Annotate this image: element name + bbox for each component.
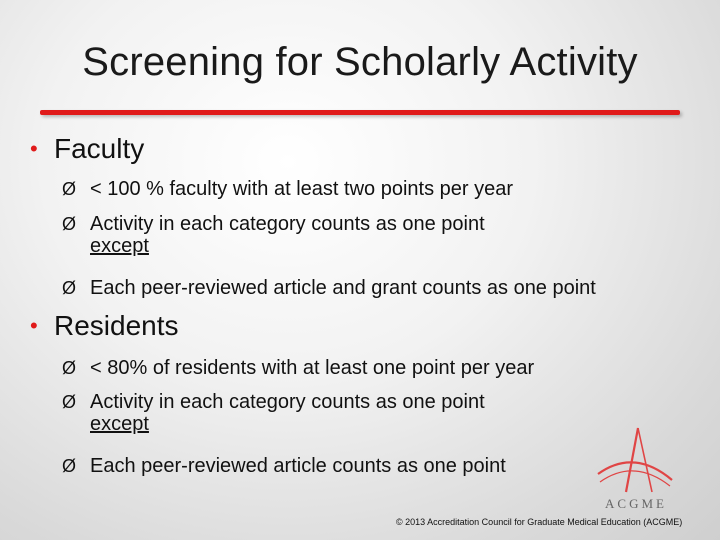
- arrow-bullet-icon: Ø: [62, 179, 77, 199]
- faculty-item-3: [62, 277, 596, 299]
- arrow-bullet-icon: Ø: [62, 456, 77, 476]
- faculty-item-2-except: except: [90, 235, 149, 257]
- acgme-logo-text: ACGME: [605, 496, 667, 511]
- arrow-bullet-icon: Ø: [62, 358, 77, 378]
- faculty-item-2-text: Activity in each category counts as one point: [90, 213, 485, 235]
- residents-heading: Residents: [54, 310, 179, 341]
- residents-item-3-text: Each peer-reviewed article counts as one point: [90, 455, 506, 477]
- bullet-dot-icon: •: [30, 313, 38, 338]
- faculty-heading: Faculty: [54, 133, 145, 164]
- faculty-item-2: [62, 213, 485, 257]
- arrow-bullet-icon: Ø: [62, 278, 77, 298]
- residents-item-1-text: < 80% of residents with at least one point per year: [90, 357, 535, 379]
- title-divider: [40, 110, 680, 115]
- faculty-item-1-text: < 100 % faculty with at least two points per year: [90, 178, 513, 200]
- faculty-item-1: [62, 178, 513, 200]
- faculty-item-3-text: Each peer-reviewed article and grant counts as one point: [90, 277, 596, 299]
- bullet-faculty: [30, 133, 144, 165]
- slide-title: Screening for Scholarly Activity: [82, 40, 638, 84]
- arrow-bullet-icon: Ø: [62, 214, 77, 234]
- residents-item-2-text: Activity in each category counts as one point: [90, 391, 485, 413]
- residents-item-2: [62, 391, 485, 435]
- arrow-bullet-icon: Ø: [62, 392, 77, 412]
- bullet-dot-icon: •: [30, 136, 38, 161]
- residents-item-1: [62, 357, 534, 379]
- residents-item-2-except: except: [90, 413, 149, 435]
- copyright-footer: © 2013 Accreditation Council for Graduate Medical Education (ACGME): [396, 517, 683, 527]
- residents-item-3: [62, 455, 506, 477]
- bullet-residents: [30, 310, 179, 342]
